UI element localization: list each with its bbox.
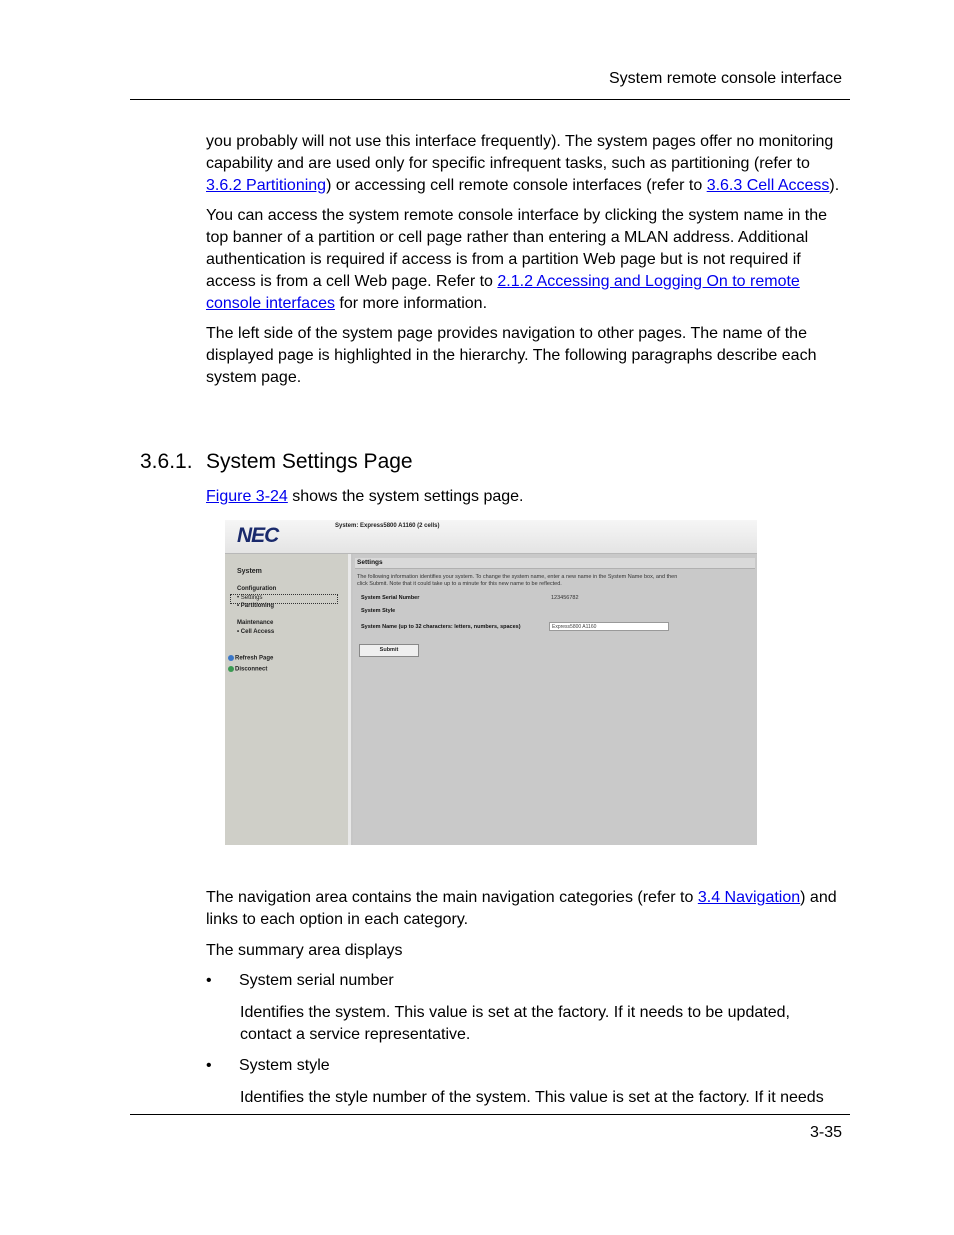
nav-partitioning: • Partitioning bbox=[237, 603, 275, 609]
link-navigation[interactable]: 3.4 Navigation bbox=[697, 889, 801, 906]
text-run: you probably will not use this interface frequently). The system pages offer no monitoring capability and are used only for specific infrequent tasks, such as partitioning (refer to bbox=[206, 133, 834, 172]
after-paragraph-2: The summary area displays bbox=[206, 941, 403, 959]
nav-refresh-label: Refresh Page bbox=[235, 655, 274, 662]
footer-rule bbox=[130, 1114, 850, 1115]
bullet-dot: • bbox=[206, 1057, 212, 1074]
disconnect-icon bbox=[228, 666, 234, 672]
refresh-icon bbox=[228, 655, 234, 661]
nec-logo: NEC bbox=[237, 524, 279, 547]
nav-maintenance: Maintenance bbox=[237, 620, 274, 626]
system-settings-screenshot bbox=[225, 520, 757, 845]
header-rule bbox=[130, 99, 850, 100]
bullet-description: Identifies the system. This value is set at the factory. If it needs to be updated, contact a service representative. bbox=[240, 1004, 790, 1043]
page-number: 3-35 bbox=[809, 1124, 842, 1141]
nav-configuration: Configuration bbox=[237, 586, 277, 592]
section-heading bbox=[140, 450, 413, 474]
figure-system-name: System: Express5800 A1160 (2 cells) bbox=[335, 523, 440, 529]
nav-cell-access: • Cell Access bbox=[237, 629, 275, 635]
name-label: System Name (up to 32 characters: letters, numbers, spaces) bbox=[361, 624, 521, 630]
serial-value: 123456782 bbox=[551, 595, 579, 601]
text-run: The navigation area contains the main navigation categories (refer to bbox=[206, 889, 698, 906]
bullet-label: System serial number bbox=[239, 972, 394, 989]
link-figure-3-24[interactable]: Figure 3-24 bbox=[206, 488, 288, 505]
figure-nav-pane bbox=[225, 554, 351, 845]
intro-text bbox=[206, 131, 846, 398]
settings-heading: Settings bbox=[357, 559, 383, 566]
text-run: for more information. bbox=[334, 294, 488, 312]
settings-desc-1: The following information identifies your system. To change the system name, enter a new name in the System Name box, and then bbox=[357, 574, 678, 580]
text-run: You can access the system remote console interface by clicking the system name in the top banner of a partition or cell page rather than entering a MLAN address. Additional authentication is required if access is from a partition Web page but is not required if access is from a cell Web page. Refer to bbox=[206, 207, 828, 290]
style-label: System Style bbox=[361, 608, 396, 614]
nav-system: System bbox=[237, 568, 262, 575]
bullet-description: Identifies the style number of the system. This value is set at the factory. If it needs bbox=[240, 1089, 824, 1106]
intro-paragraph-1 bbox=[206, 131, 846, 196]
nav-refresh bbox=[228, 655, 273, 662]
text-run: shows the system settings page. bbox=[287, 488, 524, 505]
bullet-label: System style bbox=[239, 1057, 330, 1074]
text-run: ). bbox=[829, 176, 840, 194]
submit-button: Submit bbox=[359, 644, 419, 657]
system-name-input: Express5800 A1160 bbox=[549, 622, 669, 631]
link-accessing-logging-on[interactable]: 2.1.2 Accessing and Logging On to remote console interfaces bbox=[206, 272, 800, 312]
running-header: System remote console interface bbox=[609, 70, 842, 87]
text-run: ) and links to each option in each category. bbox=[206, 889, 837, 928]
section-number: 3.6.1. bbox=[140, 450, 193, 473]
settings-header-bar bbox=[355, 558, 755, 569]
settings-desc-2: click Submit. Note that it could take up to a minute for this new name to be reflected. bbox=[357, 581, 562, 587]
bullet-dot: • bbox=[206, 972, 212, 989]
link-partitioning[interactable]: 3.6.2 Partitioning bbox=[206, 176, 327, 194]
after-paragraph-1 bbox=[206, 887, 846, 931]
text-run: ) or accessing cell remote console interfaces (refer to bbox=[326, 176, 707, 194]
nav-disconnect-label: Disconnect bbox=[235, 666, 268, 673]
after-text bbox=[206, 887, 846, 970]
nav-disconnect bbox=[228, 666, 267, 673]
serial-label: System Serial Number bbox=[361, 595, 420, 601]
figure-banner bbox=[225, 520, 757, 554]
section-title: System Settings Page bbox=[206, 450, 413, 473]
intro-paragraph-3: The left side of the system page provides navigation to other pages. The name of the displayed page is highlighted in the hierarchy. The following paragraphs describe each system page. bbox=[206, 325, 817, 386]
figure-reference bbox=[206, 488, 524, 506]
figure-main-pane bbox=[353, 554, 757, 845]
intro-paragraph-2 bbox=[206, 205, 846, 314]
link-cell-access[interactable]: 3.6.3 Cell Access bbox=[706, 176, 830, 194]
nav-settings: • Settings bbox=[237, 595, 263, 601]
